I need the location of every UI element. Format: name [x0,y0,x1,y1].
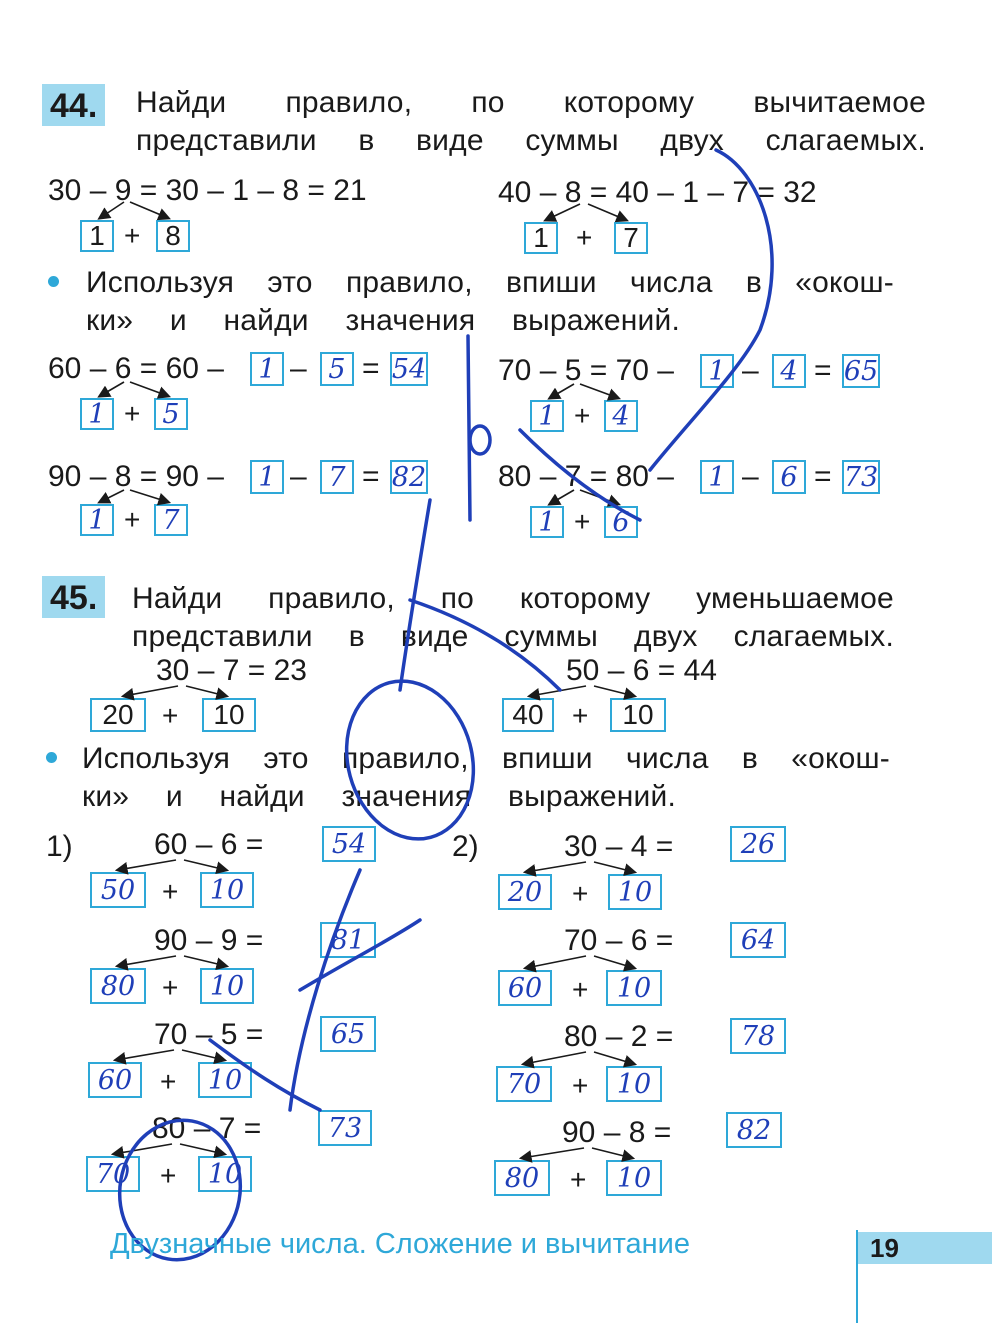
ex45-col1-item-3-box-b[interactable]: 10 [198,1062,252,1098]
ex45-col1-item-2-box-b[interactable]: 10 [200,968,254,1004]
ex44-item-4-box-2[interactable]: 6 [772,460,806,494]
ex45-col2-item-1-box-b[interactable]: 10 [608,874,662,910]
ex45-col1-item-2-result[interactable]: 81 [320,922,376,958]
word: в [741,742,758,775]
equals-sign: = [814,354,832,387]
word: вычитаемое [753,86,926,119]
ex45-col2-item-2-result[interactable]: 64 [730,922,786,958]
plus-sign: + [124,398,141,429]
plus-sign: + [572,700,589,731]
plus-sign: + [576,222,593,253]
ex44-item-4-result[interactable]: 73 [843,461,879,493]
word: ки» [86,304,134,337]
ex44-item-1-box-b[interactable]: 5 [154,398,188,430]
ex44-item-1-box-1[interactable]: 1 [250,352,284,386]
minus-sign: – [290,460,307,493]
ex44-example-2: 40 – 8 = 40 – 1 – 7 = 32 [498,176,817,209]
word: суммы [525,124,619,157]
ex44-example-2-box-b: 7 [614,222,648,254]
word: по [440,582,475,615]
ex45-col2-item-3-expression: 80 – 2 = [564,1020,674,1053]
word: «окош- [791,742,890,775]
plus-sign: + [160,1066,177,1097]
ex45-example-2-box-b: 10 [610,698,666,732]
word: числа [630,266,713,299]
ex45-example-2-box-a: 40 [502,698,554,732]
ex44-item-3-box-b[interactable]: 7 [154,504,188,536]
word: уменьшаемое [696,582,894,615]
ex45-col2-item-4-box-a[interactable]: 80 [494,1160,550,1196]
plus-sign: + [574,400,591,431]
ex44-item-3-result[interactable]: 82 [391,461,427,493]
ex44-item-3-box-2[interactable]: 7 [320,460,354,494]
word: в [745,266,762,299]
ex45-col2-item-2-box-a[interactable]: 60 [498,970,552,1006]
word: значения [341,780,472,813]
ex44-item-3-box-a[interactable]: 1 [80,504,114,536]
ex45-example-1-box-a: 20 [90,698,146,732]
page-number: 19 [858,1232,992,1264]
ex44-item-2-box-a[interactable]: 1 [530,400,564,432]
word: впиши [505,266,597,299]
ex45-col1-item-2-box-a[interactable]: 80 [90,968,146,1004]
plus-sign: + [572,974,589,1005]
word: Найди [132,582,223,615]
teacher-check-marks [109,150,772,1269]
plus-sign: + [124,504,141,535]
word: слагаемых. [733,620,894,653]
word: которому [563,86,695,119]
exercise-45-number: 45. [42,576,105,618]
ex44-item-2-result[interactable]: 65 [843,355,879,387]
word: Используя [82,742,231,775]
ex45-col1-item-3-result[interactable]: 65 [320,1016,376,1052]
word: найди [223,304,309,337]
word: которому [519,582,651,615]
plus-sign: + [162,876,179,907]
ex45-col1-item-3-expression: 70 – 5 = [154,1018,264,1051]
word: числа [626,742,709,775]
word: виде [416,124,484,157]
word: «окош- [795,266,894,299]
ex44-example-1-box-b: 8 [156,220,190,252]
ex44-example-2-box-a: 1 [524,222,558,254]
ex44-item-1-result[interactable]: 54 [391,353,427,385]
ex44-item-1-box-a[interactable]: 1 [80,398,114,430]
ex45-col2-item-3-box-a[interactable]: 70 [496,1066,552,1102]
minus-sign: – [290,352,307,385]
equals-sign: = [362,460,380,493]
ex45-col2-item-1-expression: 30 – 4 = [564,830,674,863]
word: правило, [268,582,395,615]
plus-sign: + [570,1164,587,1195]
word: выражений. [511,304,680,337]
ex45-example-2: 50 – 6 = 44 [566,654,717,687]
ex44-item-2-box-2[interactable]: 4 [772,354,806,388]
plus-sign: + [162,700,179,731]
ex45-col1-item-4-expression: 80 – 7 = [152,1112,262,1145]
ex44-example-1: 30 – 9 = 30 – 1 – 8 = 21 [48,174,367,207]
word: Найди [136,86,227,119]
word: Используя [86,266,235,299]
word: правило, [341,742,469,775]
word: слагаемых. [765,124,926,157]
word: найди [219,780,305,813]
ex45-col1-item-4-box-a[interactable]: 70 [86,1156,140,1192]
word: представили [132,620,313,653]
plus-sign: + [574,506,591,537]
ex45-col1-item-3-box-a[interactable]: 60 [88,1062,142,1098]
word: двух [634,620,698,653]
word: впиши [501,742,593,775]
word: суммы [504,620,599,653]
column-1-label: 1) [46,830,73,863]
word: это [263,742,309,775]
word: ки» [82,780,130,813]
word: правило, [345,266,473,299]
ex45-col1-item-2-expression: 90 – 9 = [154,924,264,957]
plus-sign: + [572,1070,589,1101]
word: в [348,620,365,653]
word: представили [136,124,317,157]
word: двух [660,124,724,157]
plus-sign: + [162,972,179,1003]
equals-sign: = [362,352,380,385]
ex44-item-2-box-b[interactable]: 4 [604,400,638,432]
ex44-item-2-box-1[interactable]: 1 [700,354,734,388]
word: значения [345,304,476,337]
ex44-example-1-box-a: 1 [80,220,114,252]
ex44-item-1-box-2[interactable]: 5 [320,352,354,386]
ex44-item-1-expression: 60 – 6 = 60 – [48,352,224,385]
word: и [165,780,183,813]
plus-sign: + [572,878,589,909]
ex45-col2-item-3-box-b[interactable]: 10 [606,1066,662,1102]
equals-sign: = [814,460,832,493]
ex44-item-4-box-a[interactable]: 1 [530,506,564,538]
ex45-col1-item-1-box-b[interactable]: 10 [200,872,254,908]
word: в [358,124,375,157]
ex45-col1-item-1-expression: 60 – 6 = [154,828,264,861]
ex44-item-4-expression: 80 – 7 = 80 – [498,460,674,493]
exercise-44-number: 44. [42,84,105,126]
ex45-col1-item-4-box-b[interactable]: 10 [198,1156,252,1192]
ex45-col2-item-4-box-b[interactable]: 10 [606,1160,662,1196]
footer-section-title: Двузначные числа. Сложение и вычитание [110,1228,690,1260]
plus-sign: + [124,220,141,251]
word: по [471,86,505,119]
ex45-col2-item-3-result[interactable]: 78 [730,1018,786,1054]
word: это [267,266,313,299]
ex45-col2-item-4-expression: 90 – 8 = [562,1116,672,1149]
ex45-example-1-box-b: 10 [202,698,256,732]
ex45-col2-item-2-expression: 70 – 6 = [564,924,674,957]
ex45-col2-item-4-result[interactable]: 82 [726,1112,782,1148]
ex44-item-3-expression: 90 – 8 = 90 – [48,460,224,493]
minus-sign: – [742,354,759,387]
ex45-col1-item-1-result[interactable]: 54 [322,826,376,862]
ex45-col2-item-2-box-b[interactable]: 10 [606,970,662,1006]
word: выражений. [507,780,676,813]
ex45-col1-item-4-result[interactable]: 73 [318,1110,372,1146]
word: правило, [285,86,413,119]
column-2-label: 2) [452,830,479,863]
ex44-item-3-box-1[interactable]: 1 [250,460,284,494]
ex44-item-4-box-1[interactable]: 1 [700,460,734,494]
ex45-col2-item-1-box-a[interactable]: 20 [498,874,552,910]
ex44-item-2-expression: 70 – 5 = 70 – [498,354,674,387]
word: и [169,304,187,337]
ex45-col2-item-1-result[interactable]: 26 [730,826,786,862]
ex44-item-4-box-b[interactable]: 6 [604,506,638,538]
minus-sign: – [742,460,759,493]
ex45-example-1: 30 – 7 = 23 [156,654,307,687]
ex45-col1-item-1-box-a[interactable]: 50 [90,872,146,908]
plus-sign: + [160,1160,177,1191]
word: виде [400,620,469,653]
